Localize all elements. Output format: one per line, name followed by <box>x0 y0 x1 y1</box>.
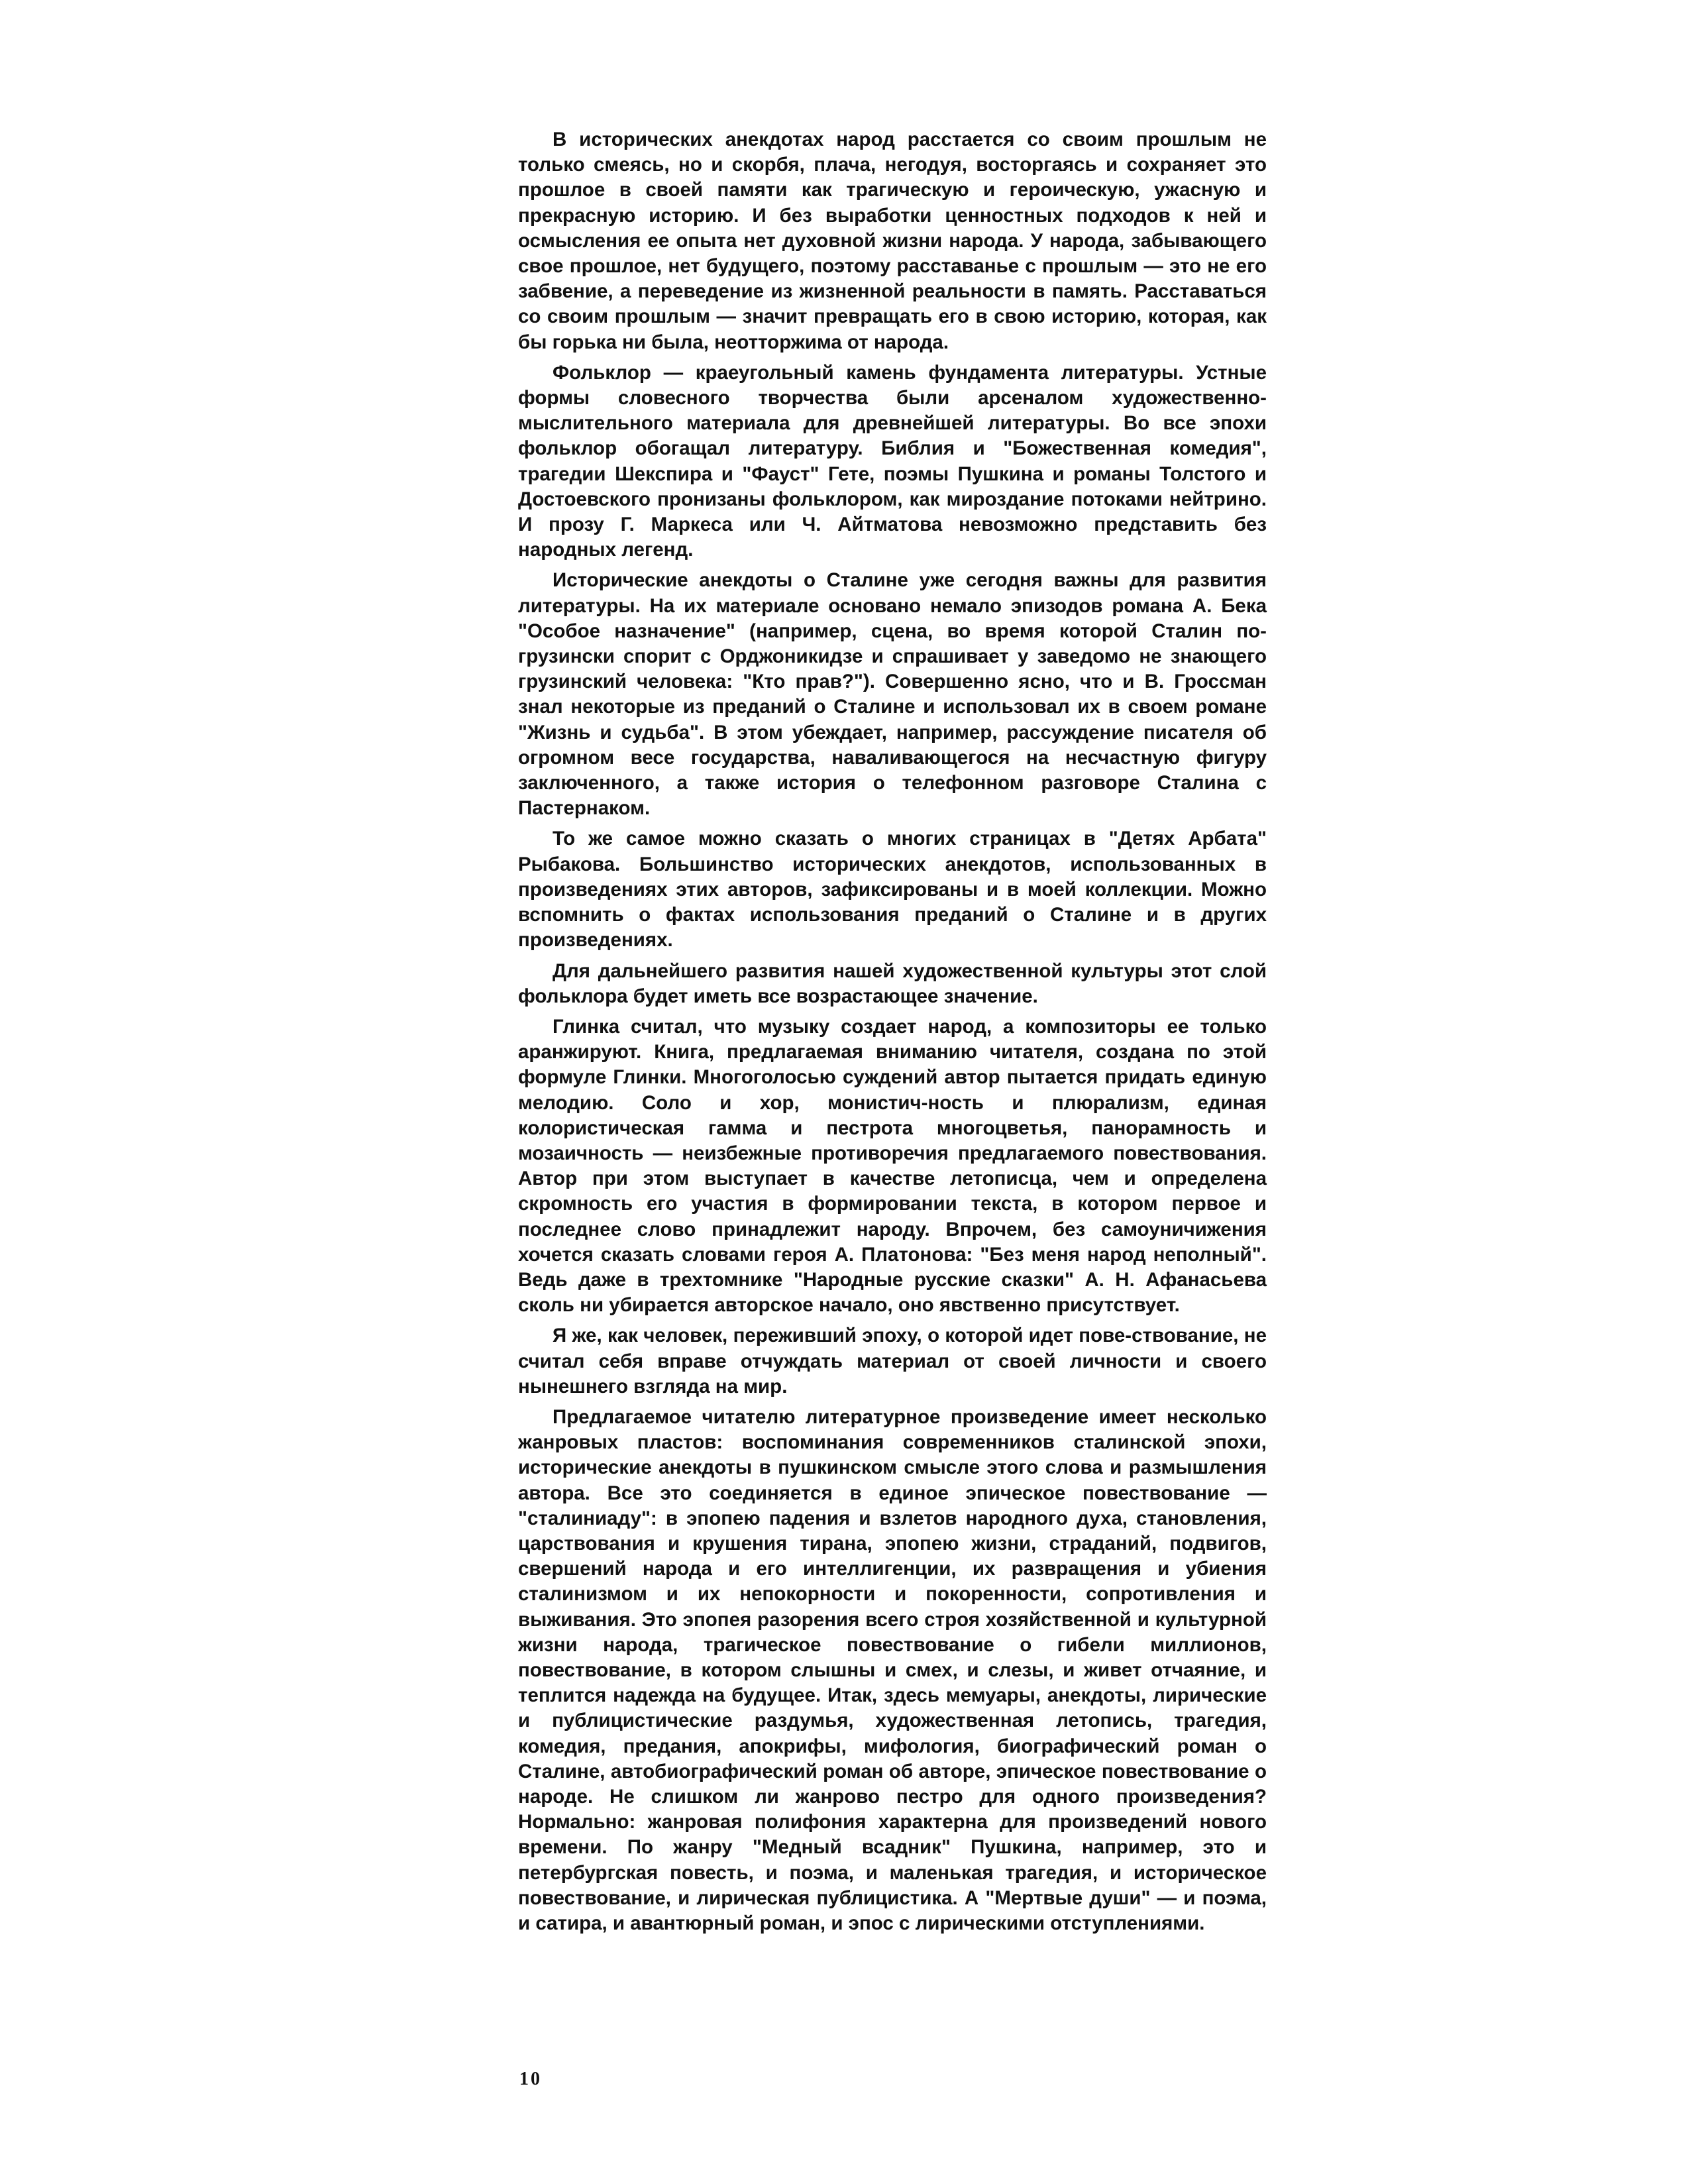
paragraph-8: Предлагаемое читателю литературное произведение имеет несколько жанровых пластов: воспоминания современников сталинской эпохи, исторические анекдоты в пушкинском смысле этого слова и размышления автора. Все это соединяется в единое эпическое повествование — "сталиниаду": в эпопею падения и взлетов народного духа, становления, царствования и крушения тирана, эпопею жизни, страданий, подвигов, свершений народа и его интеллигенции, их развращения и убиения сталинизмом и их непокорности и покоренности, сопротивления и выживания. Это эпопея разорения всего строя хозяйственной и культурной жизни народа, трагическое повествование о гибели миллионов, повествование, в котором слышны и смех, и слезы, и живет отчаяние, и теплится надежда на будущее. Итак, здесь мемуары, анекдоты, лирические и публицистические раздумья, художественная летопись, трагедия, комедия, предания, апокрифы, мифология, биографический роман о Сталине, автобиографический роман об авторе, эпическое повествование о народе. Не слишком ли жанрово пестро для одного произведения? Нормально: жанровая полифония характерна для произведений нового времени. По жанру "Медный всадник" Пушкина, например, это и петербургская повесть, и поэма, и маленькая трагедия, и историческое повествование, и лирическая публицистика. А "Мертвые души" — и поэма, и сатира, и авантюрный роман, и эпос с лирическими отступлениями. <box>518 1405 1267 1935</box>
paragraph-1: В исторических анекдотах народ расстается со своим прошлым не только смеясь, но и скорбя, плача, негодуя, восторгаясь и сохраняет это прошлое в своей памяти как трагическую и героическую, ужасную и прекрасную историю. И без выработки ценностных подходов к ней и осмысления ее опыта нет духовной жизни народа. У народа, забывающего свое прошлое, нет будущего, поэтому расставанье с прошлым — это не его забвение, а переведение из жизненной реальности в память. Расставаться со своим прошлым — значит превращать его в свою историю, которая, как бы горька ни была, неотторжима от народа. <box>518 129 1267 353</box>
paragraph-2: Фольклор — краеугольный камень фундамента литературы. Устные формы словесного творчества были арсеналом художественно-мыслительного материала для древнейшей литературы. Во все эпохи фольклор обогащал литературу. Библия и "Божественная комедия", трагедии Шекспира и "Фауст" Гете, поэмы Пушкина и романы Толстого и Достоевского пронизаны фольклором, как мироздание потоками нейтрино. И прозу Г. Маркеса или Ч. Айтматова невозможно представить без народных легенд. <box>518 361 1267 561</box>
body-text <box>518 127 1267 1941</box>
paragraph-5: Для дальнейшего развития нашей художественной культуры этот слой фольклора будет иметь все возрастающее значение. <box>518 959 1267 1007</box>
paragraph-7: Я же, как человек, переживший эпоху, о которой идет пове-ствование, не считал себя вправе отчуждать материал от своей личности и своего нынешнего взгляда на мир. <box>518 1325 1267 1397</box>
paragraph-6: Глинка считал, что музыку создает народ, а композиторы ее только аранжируют. Книга, предлагаемая вниманию читателя, создана по этой формуле Глинки. Многоголосью суждений автор пытается придать единую мелодию. Соло и хор, монистич-ность и плюрализм, единая колористическая гамма и пестрота многоцветья, панорамность и мозаичность — неизбежные противоречия предлагаемого повествования. Автор при этом выступает в качестве летописца, чем и определена скромность его участия в формировании текста, в котором первое и последнее слово принадлежит народу. Впрочем, без самоуничижения хочется сказать словами героя А. Платонова: "Без меня народ неполный". Ведь даже в трехтомнике "Народные русские сказки" А. Н. Афанасьева сколь ни убирается авторское начало, оно явственно присутствует. <box>518 1015 1267 1317</box>
paragraph-3: Исторические анекдоты о Сталине уже сегодня важны для развития литературы. На их материале основано немало эпизодов романа А. Бека "Особое назначение" (например, сцена, во время которой Сталин по-грузински спорит с Орджоникидзе и спрашивает у заведомо не знающего грузинский человека: "Кто прав?"). Совершенно ясно, что и В. Гроссман знал некоторые из преданий о Сталине и использовал их в своем романе "Жизнь и судьба". В этом убеждает, например, рассуждение писателя об огромном весе государства, наваливающегося на несчастную фигуру заключенного, а также история о телефонном разговоре Сталина с Пастернаком. <box>518 569 1267 820</box>
paragraph-4: То же самое можно сказать о многих страницах в "Детях Арбата" Рыбакова. Большинство исторических анекдотов, использованных в произведениях этих авторов, зафиксированы и в моей коллекции. Можно вспомнить о фактах использования преданий о Сталине и в других произведениях. <box>518 828 1267 952</box>
page-number: 10 <box>519 2069 542 2089</box>
